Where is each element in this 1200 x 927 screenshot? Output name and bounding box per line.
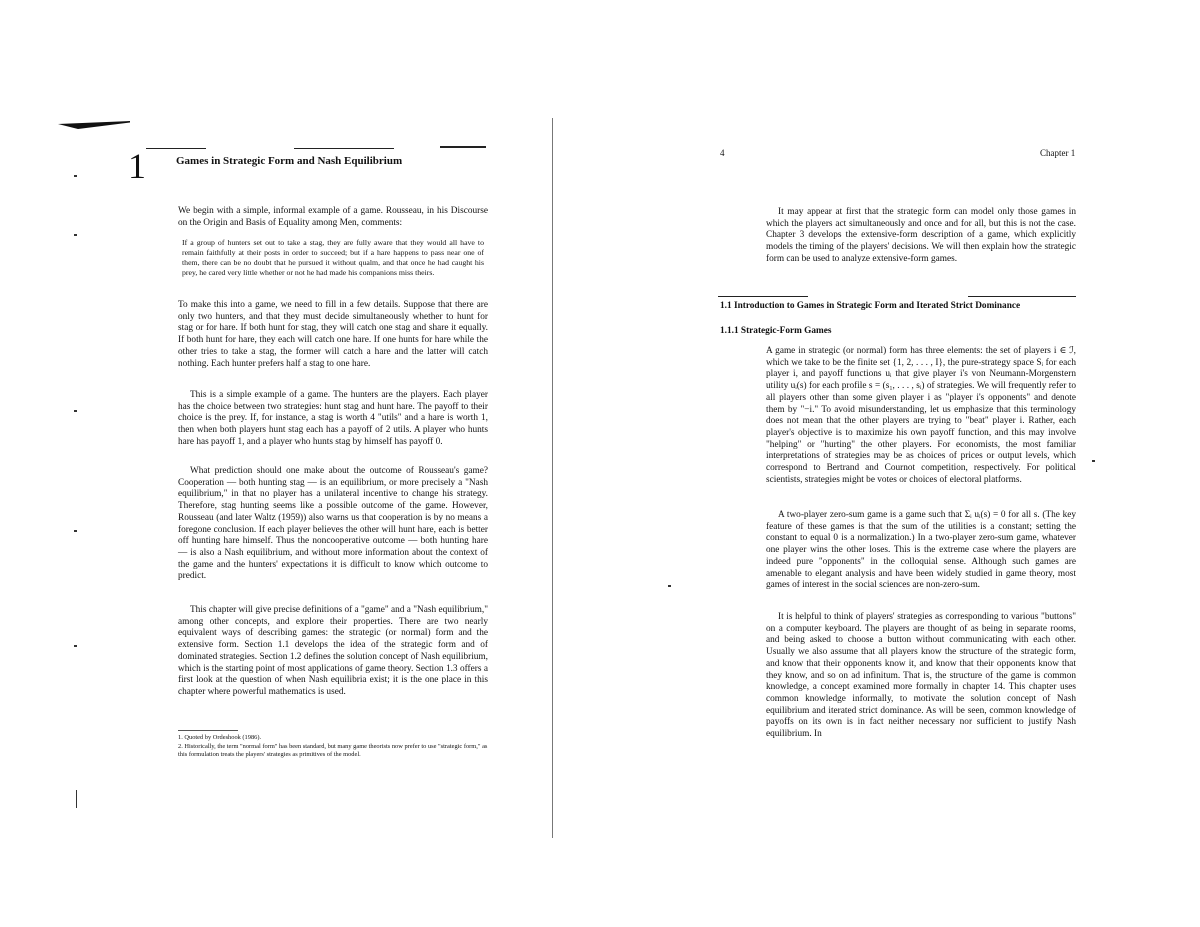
body-paragraph-7: It is helpful to think of players' strategies as corresponding to various "buttons" on a computer keyboard. The players are thought of as being in separate rooms, and being asked to choose a button without communicating with each other. Usually we also assume that all players know the structure of the strategic form, and know that their opponents know it, and know that their opponents know that they know, and so on ad infinitum. That is, the structure of the game is common knowledge, a concept examined more formally in chapter 14. This chapter uses common knowledge informally, to motivate the solution concept of Nash equilibrium and iterated strict dominance. As will be seen, common knowledge of payoffs on its own is in fact neither necessary nor sufficient to justify Nash equilibrium. In (766, 612, 1076, 740)
scan-speck (74, 645, 77, 647)
scan-speck (668, 585, 671, 587)
body-paragraph-5: A game in strategic (or normal) form has three elements: the set of players i ∈ ℐ, which we take to be the finite set {1, 2, . . . , I}, the pure-strategy space Sᵢ for each player i, and payoff functions uᵢ that give player i's von Neumann-Morgenstern utility uᵢ(s) for each profile s = (s₁, . . . , sᵢ) of strategies. We will frequently refer to all players other than some given player i as "player i's opponents" and denote them by "−i." To avoid misunderstanding, let us emphasize that this terminology does not mean that the other players are trying to "beat" player i. Rather, each player's objective is to maximize his own payoff function, and this may involve "helping" or "hurting" the other players. For economists, the most familiar interpretations of strategies may be as choices of prices or output levels, which correspond to Bertrand and Cournot competition, respectively. For political scientists, strategies might be votes or choices of electoral platforms. (766, 346, 1076, 485)
body-paragraph-2: This is a simple example of a game. The hunters are the players. Each player has the choice between two strategies: hunt stag and hunt hare. The payoff to their choice is the prey. If, for instance, a stag is worth 4 "utils" and a hare is worth 1, then when both players hunt stag each has a payoff of 2 utils. A player who hunts hare has payoff 1, and a player who hunts stag by himself has payoff 0. (178, 390, 488, 447)
body-paragraph-1: To make this into a game, we need to fill in a few details. Suppose that there are only two hunters, and that they must decide simultaneously whether to hunt for stag or for hare. If both hunt for stag, they will catch one stag and share it equally. If both hunt for hare, they each will catch one hare. If one hunts for hare while the other tries to take a stag, the former will catch a hare and the latter will catch nothing. Each hunter prefers half a stag to one hare. (178, 300, 488, 369)
chapter-rule-right (440, 146, 486, 148)
chapter-number: 1 (128, 146, 146, 186)
body-paragraph-4: This chapter will give precise definitions of a "game" and a "Nash equilibrium," among other concepts, and explore their properties. There are two nearly equivalent ways of describing games: the strategic (or normal) form and the extensive form. Section 1.1 develops the idea of the strategic form and of dominated strategies. Section 1.2 defines the solution concept of Nash equilibrium, which is the starting point of most applications of game theory. Section 1.3 offers a first look at the question of when Nash equilibria exist; it is the one place in this chapter where powerful mathematics is used. (178, 605, 488, 697)
scan-speck (76, 790, 77, 808)
section-rule-left (718, 296, 808, 297)
intro-paragraph: We begin with a simple, informal example of a game. Rousseau, in his Discourse on the Origin and Basis of Equality among Men, comments: (178, 206, 488, 228)
page-gutter-divider (552, 118, 553, 838)
footnote-rule (178, 730, 238, 731)
page-number: 4 (720, 148, 725, 158)
chapter-rule-left (146, 148, 206, 149)
scan-artifact-wedge (58, 116, 130, 124)
running-head: Chapter 1 (1040, 148, 1076, 158)
body-paragraph-3: What prediction should one make about the outcome of Rousseau's game? Cooperation — both hunting stag — is an equilibrium, or more precisely a "Nash equilibrium," in that no player has a unilateral incentive to change his strategy. Therefore, stag hunting seems like a possible outcome of the game. However, Rousseau (and later Waltz (1959)) also warns us that cooperation is by no means a foregone conclusion. If each player believes the other will hunt hare, each is better off hunting hare himself. Thus the noncooperative outcome — both hunting hare — is also a Nash equilibrium, and without more information about the context of the game and the hunters' expectations it is difficult to know which outcome to predict. (178, 466, 488, 582)
footnote-2: 2. Historically, the term "normal form" has been standard, but many game theorists now prefer to use "strategic form," as this formulation treats the players' strategies as primitives of the model. (178, 743, 488, 758)
body-paragraph-6: A two-player zero-sum game is a game such that Σᵢ uᵢ(s) = 0 for all s. (The key feature of these games is that the sum of the utilities is a constant; setting the constant to equal 0 is a normalization.) In a two-player zero-sum game, whatever one player wins the other loses. This is the extreme case where the players are indeed pure "opponents" in the colloquial sense. Although such games are amenable to elegant analysis and have been widely studied in game theory, most games of interest in the social sciences are non-zero-sum. (766, 510, 1076, 591)
section-title: 1.1 Introduction to Games in Strategic Form and Iterated Strict Dominance (720, 301, 1021, 311)
scan-speck (74, 410, 77, 412)
section-rule-right (968, 296, 1076, 297)
scan-speck (1092, 460, 1095, 462)
scan-speck (74, 234, 77, 236)
body-paragraph-0: It may appear at first that the strategic form can model only those games in which the players act simultaneously and once and for all, but this is not the case. Chapter 3 develops the extensive-form description of a game, which explicitly models the timing of the players' decisions. We will then explain how the strategic form can be used to analyze extensive-form games. (766, 207, 1076, 264)
rousseau-quote: If a group of hunters set out to take a stag, they are fully aware that they would all have to remain faithfully at their posts in order to succeed; but if a hare happens to pass near one of them, there can be no doubt that he pursued it without qualm, and that once he had caught his prey, he cared very little whether or not he had made his companions miss theirs. (182, 238, 484, 277)
footnote-1: 1. Quoted by Ordeshook (1986). (178, 734, 262, 741)
scan-speck (74, 175, 77, 177)
subsection-title: 1.1.1 Strategic-Form Games (720, 326, 832, 336)
chapter-title: Games in Strategic Form and Nash Equilibrium (176, 155, 403, 167)
chapter-rule-mid (294, 148, 394, 149)
scan-speck (74, 530, 77, 532)
